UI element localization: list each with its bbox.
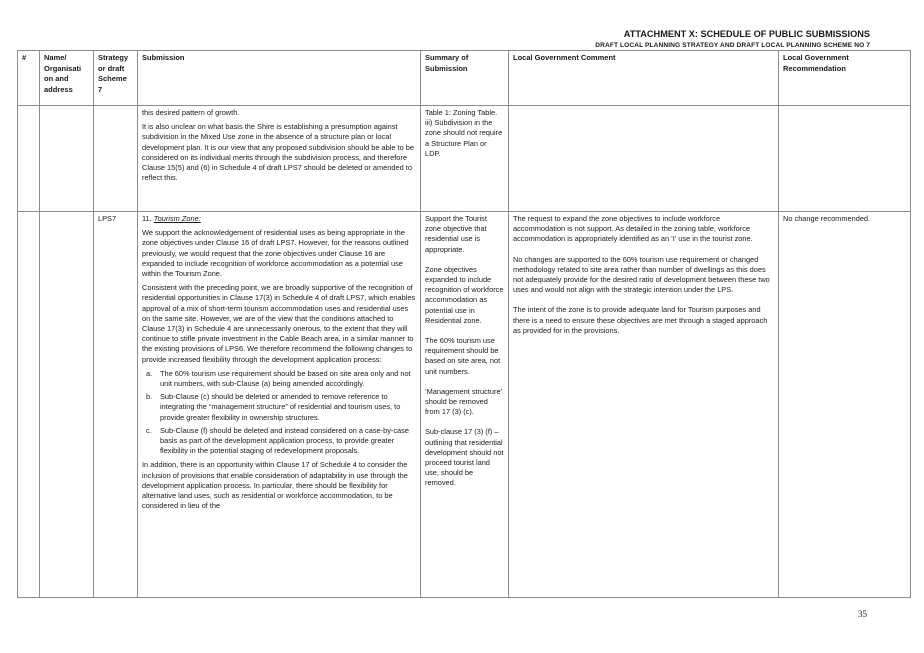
cell-name: [40, 212, 94, 598]
submission-paragraph: Consistent with the preceding point, we are broadly supportive of the recognition of residential opportunities in Clause 17(3) in Schedule 4 of draft LPS7, which enables approval of a mix of short-term tourism accommodation uses and residential uses on the same site. However, we are of the view that the conditions attached to Clause 17(3) in Schedule 4 are unnecessarily onerous, to the extent that they will continue to stifle private investment in the Cable Beach area, in a similar manner to the existing provisions of LPS6. We therefore recommend the following changes to provide increased flexibility through the development application process:: [142, 283, 416, 364]
col-header-submission: Submission: [138, 51, 421, 106]
item-heading: [142, 214, 416, 224]
list-item: [142, 426, 416, 457]
col-header-summary: Summary of Submission: [421, 51, 509, 106]
summary-text: Sub-clause 17 (3) (f) – outlining that residential development should not proceed tourist land use, should be removed.: [425, 427, 504, 488]
col-header-recommendation: Local Government Recommendation: [779, 51, 911, 106]
change-list: [142, 369, 416, 457]
submissions-table: [17, 50, 911, 598]
cell-submission: [138, 106, 421, 212]
cell-summary: [421, 212, 509, 598]
table-row: [18, 212, 911, 598]
cell-name: [40, 106, 94, 212]
item-title: Tourism Zone:: [153, 214, 201, 223]
summary-text: Table 1: Zoning Table. iii) Subdivision in the zone should not require a Structure Plan or LDP.: [425, 108, 503, 158]
submission-paragraph: this desired pattern of growth.: [142, 108, 240, 117]
summary-text: Support the Tourist zone objective that residential use is appropriate.: [425, 214, 487, 254]
cell-comment: [509, 106, 779, 212]
cell-recommendation: [779, 106, 911, 212]
comment-text: The request to expand the zone objectives to include workforce accommodation is not support. As detailed in the zoning table, workforce accommodation is appropriately identified as an ‘I’ use in the tourist zone.: [513, 214, 753, 244]
list-marker: a.: [146, 368, 153, 378]
item-number: 11.: [142, 214, 152, 223]
col-header-number: #: [18, 51, 40, 106]
comment-text: No changes are supported to the 60% tourism use requirement or changed methodology related to site area rather than number of dwellings as this does not adequately provide for the desired ratio of development between these two uses and would not align with the strategic intention under the LPS.: [513, 254, 770, 295]
cell-number: [18, 106, 40, 212]
list-item: [142, 392, 416, 423]
cell-summary: [421, 106, 509, 212]
table-row: [18, 106, 911, 212]
cell-recommendation: No change recommended.: [779, 212, 911, 598]
cell-strategy: [94, 106, 138, 212]
summary-text: ‘Management structure’ should be removed from 17 (3) (c).: [425, 386, 502, 417]
list-item: [142, 369, 416, 389]
document-subtitle: DRAFT LOCAL PLANNING STRATEGY AND DRAFT LOCAL PLANNING SCHEME NO 7: [595, 42, 870, 49]
col-header-comment: Local Government Comment: [509, 51, 779, 106]
comment-text: The intent of the zone is to provide adequate land for Tourism purposes and there is a need to ensure these objectives are met through a staged approach as provided for in the provisions.: [513, 305, 768, 335]
table-header-row: [18, 51, 911, 106]
submission-paragraph: It is also unclear on what basis the Shire is establishing a presumption against subdivision in the Mixed Use zone in the absence of a structure plan or local development plan. It is our view that any proposed subdivision should be able to be considered on its individual merits through the subdivision process, and therefore Clause 15(5) and (6) in Schedule 4 of draft LPS7 should be deleted or amended to reflect this.: [142, 122, 414, 183]
list-marker: b.: [146, 392, 153, 402]
summary-text: Zone objectives expanded to include recognition of workforce accommodation as potential use in Residential zone.: [425, 264, 504, 325]
list-text: The 60% tourism use requirement should be based on site area only and not unit numbers, with sub-Clause (a) being amended accordingly.: [160, 368, 411, 389]
list-text: Sub-Clause (c) should be deleted or amended to remove reference to integrating the “management structure” of residential and tourism uses, to provide greater flexibility in ownership structures.: [160, 392, 401, 422]
cell-comment: [509, 212, 779, 598]
cell-number: [18, 212, 40, 598]
list-text: Sub-Clause (f) should be deleted and instead considered on a case-by-case basis as part of the development application process, to provide greater flexibility in the potential staging of redevelopment proposals.: [160, 425, 409, 456]
col-header-strategy: Strategy or draft Scheme 7: [94, 51, 138, 106]
submission-paragraph: In addition, there is an opportunity within Clause 17 of Schedule 4 to consider the inclusion of provisions that enable consideration of adaptability in use through the development application process. In particular, there should be flexibility for alternative land uses, such as residential or workforce accommodation, to be considered in lieu of the: [142, 460, 408, 511]
submission-paragraph: We support the acknowledgement of residential uses as being appropriate in the zone objectives under Clause 16 of draft LPS7. However, for the reasons outlined previously, we would request that the zone objectives under Clause 16 are expanded to include recognition of workforce accommodation as a potential use within the Tourism Zone.: [142, 228, 409, 279]
col-header-name: Name/ Organisati on and address: [40, 51, 94, 106]
document-title: ATTACHMENT X: SCHEDULE OF PUBLIC SUBMISSIONS: [623, 29, 870, 39]
cell-submission: [138, 212, 421, 598]
page-number: 35: [858, 609, 867, 619]
cell-strategy: LPS7: [94, 212, 138, 598]
summary-text: The 60% tourism use requirement should be based on site area, not unit numbers.: [425, 336, 501, 376]
list-marker: c.: [146, 425, 152, 435]
